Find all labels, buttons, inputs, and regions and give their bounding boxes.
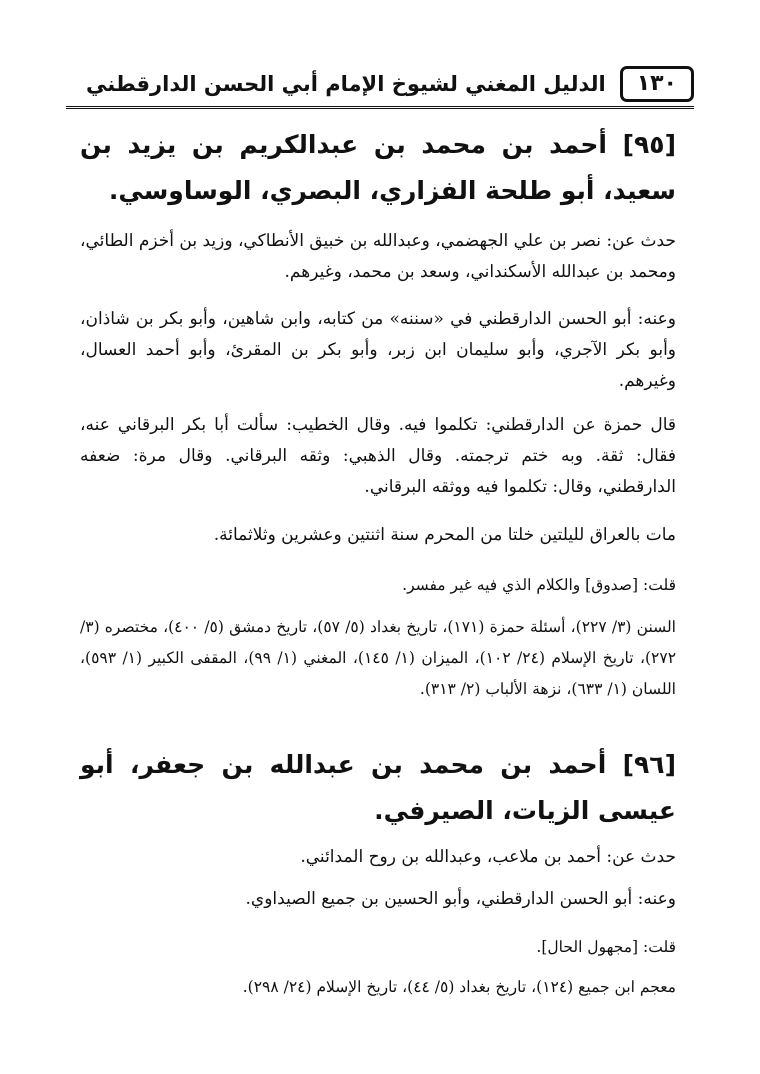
entry-95-sources: السنن (٣/ ٢٢٧)، أسئلة حمزة (١٧١)، تاريخ بغداد (٥/ ٥٧)، تاريخ دمشق (٥/ ٤٠٠)، مختصره (٣/ ٢٧٢)، تاريخ الإسلام (٢٤/ ١٠٢)، الميزان (١/ ١٤٥)، المغني (١/ ٩٩)، المقفى الكبير (١/ ٥٩٣)، اللسان (١/ ٦٣٣)، نزهة الألباب (٢/ ٣١٣). <box>80 618 677 698</box>
entry-96-sources: معجم ابن جميع (١٢٤)، تاريخ بغداد (٥/ ٤٤)، تاريخ الإسلام (٢٤/ ٢٩٨). <box>242 978 676 996</box>
entry-95-students: وعنه: أبو الحسن الدارقطني في «سننه» من كتابه، وابن شاهين، وأبو بكر بن شاذان، وأبو بكر الآجري، وأبو سليمان ابن زبر، وأبو بكر بن المقرئ، وأبو أحمد العسال، وغيرهم. <box>80 309 676 391</box>
entry-96-heading-block <box>80 742 676 834</box>
entry-96-teachers: حدث عن: أحمد بن ملاعب، وعبدالله بن روح المدائني. <box>300 847 676 867</box>
entry-95-verdict-block <box>80 570 676 601</box>
entry-95-sources-block <box>80 612 676 705</box>
entry-95-death-block <box>80 520 676 551</box>
entry-96-students-block <box>80 884 676 915</box>
entry-96-students: وعنه: أبو الحسن الدارقطني، وأبو الحسين بن جميع الصيداوي. <box>245 889 676 909</box>
entry-95-opinions: قال حمزة عن الدارقطني: تكلموا فيه. وقال الخطيب: سألت أبا بكر البرقاني عنه، فقال: ثقة. وبه ختم ترجمته. وقال الذهبي: وثقه البرقاني. وقال مرة: ضعفه الدارقطني، وقال: تكلموا فيه ووثقه البرقاني. <box>80 415 676 497</box>
entry-95-opinions-block <box>80 410 676 503</box>
entry-96-sources-block <box>80 972 676 1003</box>
entry-95-heading-block <box>80 122 676 214</box>
page-number: ١٣٠ <box>620 66 694 102</box>
entry-95-teachers-block <box>80 226 676 288</box>
entry-95-death: مات بالعراق لليلتين خلتا من المحرم سنة اثنتين وعشرين وثلاثمائة. <box>213 525 676 545</box>
entry-96-verdict: قلت: [مجهول الحال]. <box>536 938 676 956</box>
entry-95-verdict: قلت: [صدوق] والكلام الذي فيه غير مفسر. <box>402 576 676 594</box>
entry-95-heading: [٩٥] أحمد بن محمد بن عبدالكريم بن يزيد بن سعيد، أبو طلحة الفزاري، البصري، الوساوسي. <box>80 130 676 205</box>
running-header <box>66 62 694 109</box>
running-title: الدليل المغني لشيوخ الإمام أبي الحسن الدارقطني <box>86 72 606 96</box>
entry-95-students-block <box>80 304 676 397</box>
entry-96-heading: [٩٦] أحمد بن محمد بن عبدالله بن جعفر، أبو عيسى الزيات، الصيرفي. <box>80 750 676 825</box>
entry-96-verdict-block <box>80 932 676 963</box>
entry-95-teachers: حدث عن: نصر بن علي الجهضمي، وعبدالله بن خبيق الأنطاكي، وزيد بن أخزم الطائي، ومحمد بن عبدالله الأسكنداني، وسعد بن محمد، وغيرهم. <box>80 231 676 282</box>
entry-96-teachers-block <box>80 842 676 873</box>
